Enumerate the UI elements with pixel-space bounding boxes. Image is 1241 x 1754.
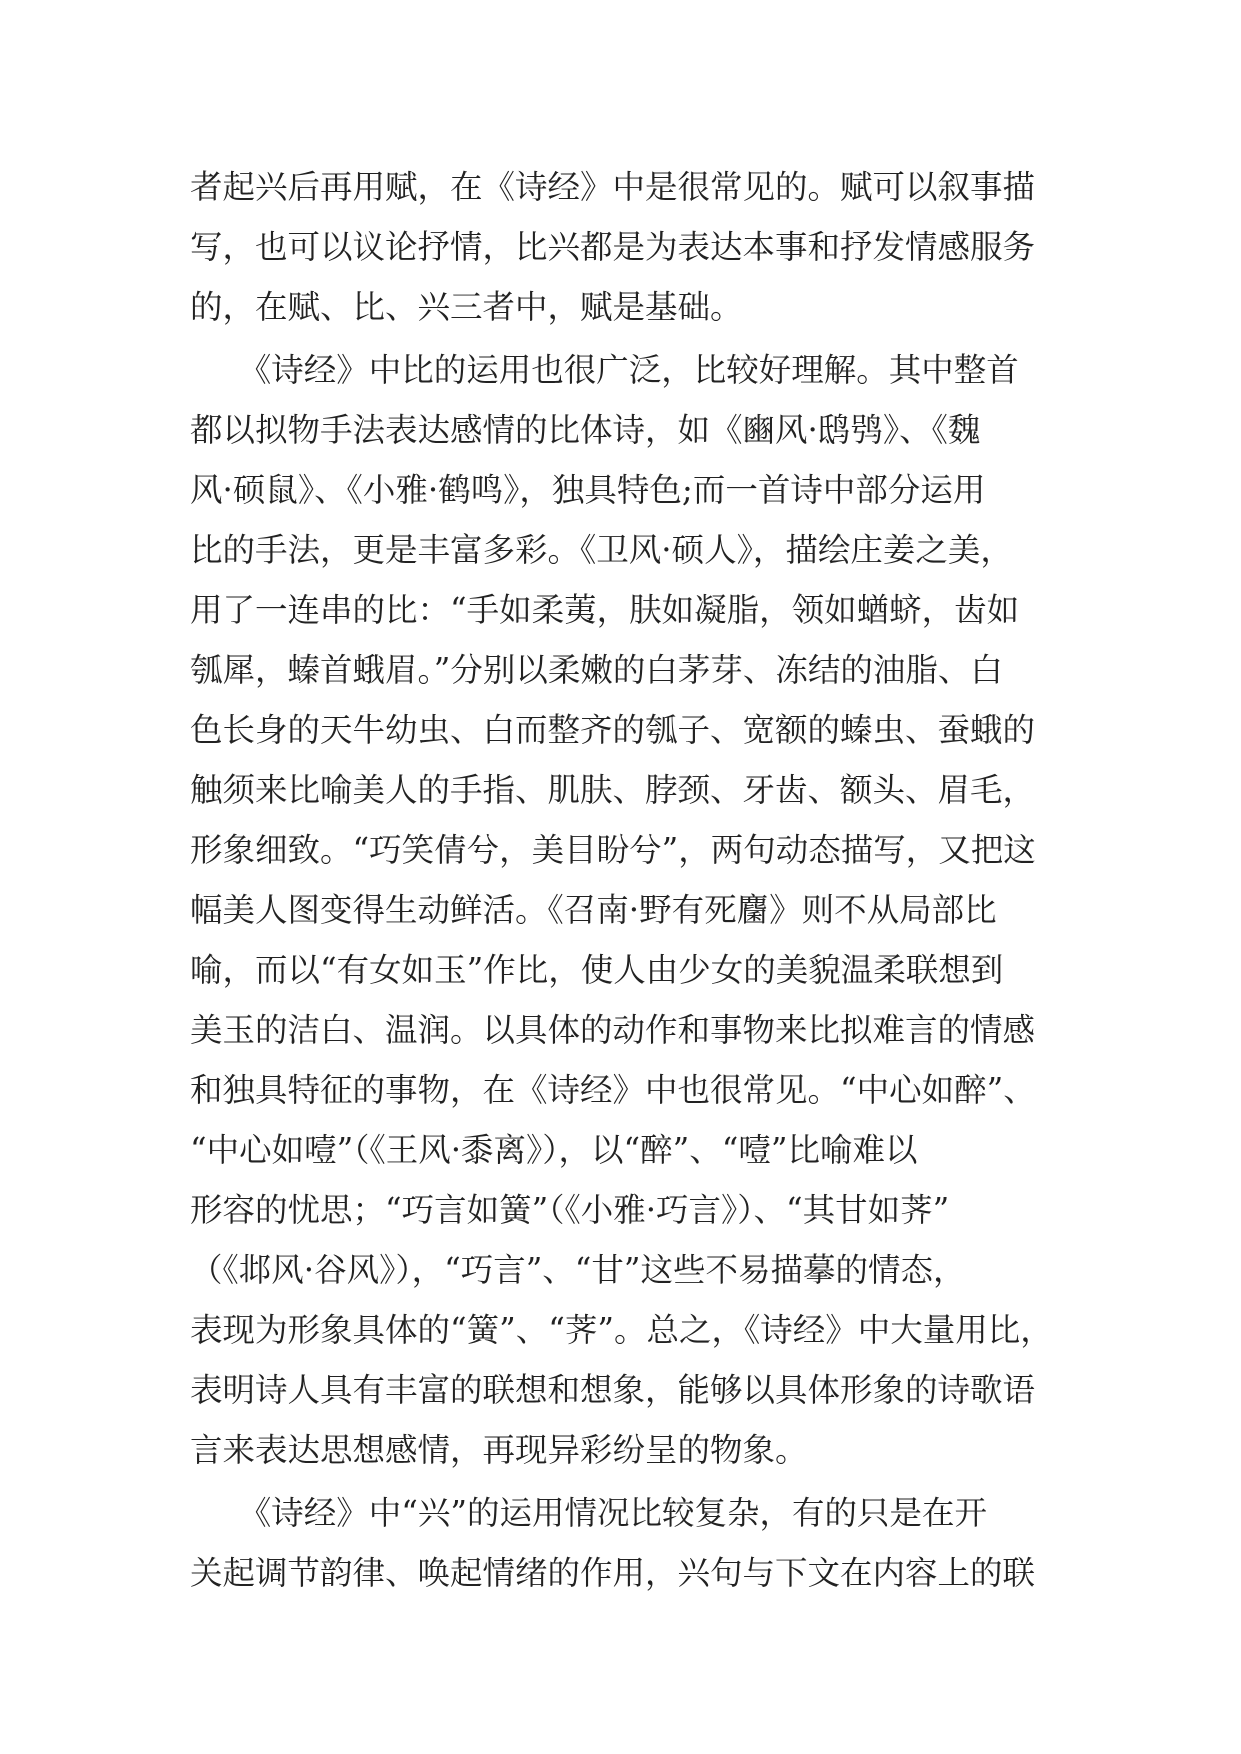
text-line: （《邶风·谷风》），“巧言”、“甘”这些不易描摹的情态，: [190, 1251, 966, 1289]
text-line: 都以拟物手法表达感情的比体诗，如《豳风·鸱鸮》、《魏: [190, 411, 981, 449]
text-line: 者起兴后再用赋，在《诗经》中是很常见的。赋可以叙事描: [190, 168, 1036, 206]
text-line: 用了一连串的比：“手如柔荑，肤如凝脂，领如蝤蛴，齿如: [190, 591, 1020, 629]
text-line: 的，在赋、比、兴三者中，赋是基础。: [190, 288, 743, 326]
text-line: 形象细致。“巧笑倩兮，美目盼兮”，两句动态描写，又把这: [190, 831, 1036, 869]
text-line: 喻，而以“有女如玉”作比，使人由少女的美貌温柔联想到: [190, 951, 1004, 989]
text-line: “中心如噎”（《王风·黍离》），以“醉”、“噎”比喻难以: [190, 1131, 918, 1169]
text-line: 和独具特征的事物，在《诗经》中也很常见。“中心如醉”、: [190, 1071, 1036, 1109]
text-line: 美玉的洁白、温润。以具体的动作和事物来比拟难言的情感: [190, 1011, 1036, 1049]
text-line: 色长身的天牛幼虫、白而整齐的瓠子、宽额的螓虫、蚕蛾的: [190, 711, 1036, 749]
text-line: 触须来比喻美人的手指、肌肤、脖颈、牙齿、额头、眉毛，: [190, 771, 1036, 809]
text-line: 瓠犀，螓首蛾眉。”分别以柔嫩的白茅芽、冻结的油脂、白: [190, 651, 1003, 689]
text-line: 形容的忧思；“巧言如簧”（《小雅·巧言》）、“其甘如荠”: [190, 1191, 950, 1229]
text-line: 表现为形象具体的“簧”、“荠”。总之，《诗经》中大量用比，: [190, 1311, 1053, 1349]
text-line: 风·硕鼠》、《小雅·鹤鸣》，独具特色;而一首诗中部分运用: [190, 471, 986, 509]
text-line: 《诗经》中“兴”的运用情况比较复杂，有的只是在开: [190, 1494, 987, 1532]
text-line: 幅美人图变得生动鲜活。《召南·野有死麕》则不从局部比: [190, 891, 997, 929]
text-line: 表明诗人具有丰富的联想和想象，能够以具体形象的诗歌语: [190, 1371, 1036, 1409]
text-line: 言来表达思想感情，再现异彩纷呈的物象。: [190, 1431, 808, 1469]
body-text: [190, 157, 1060, 1603]
text-line: 关起调节韵律、唤起情绪的作用，兴句与下文在内容上的联: [190, 1554, 1036, 1592]
text-line: 比的手法，更是丰富多彩。《卫风·硕人》，描绘庄姜之美，: [190, 531, 1013, 569]
text-line: 《诗经》中比的运用也很广泛，比较好理解。其中整首: [190, 351, 1019, 389]
text-line: 写，也可以议论抒情，比兴都是为表达本事和抒发情感服务: [190, 228, 1036, 266]
